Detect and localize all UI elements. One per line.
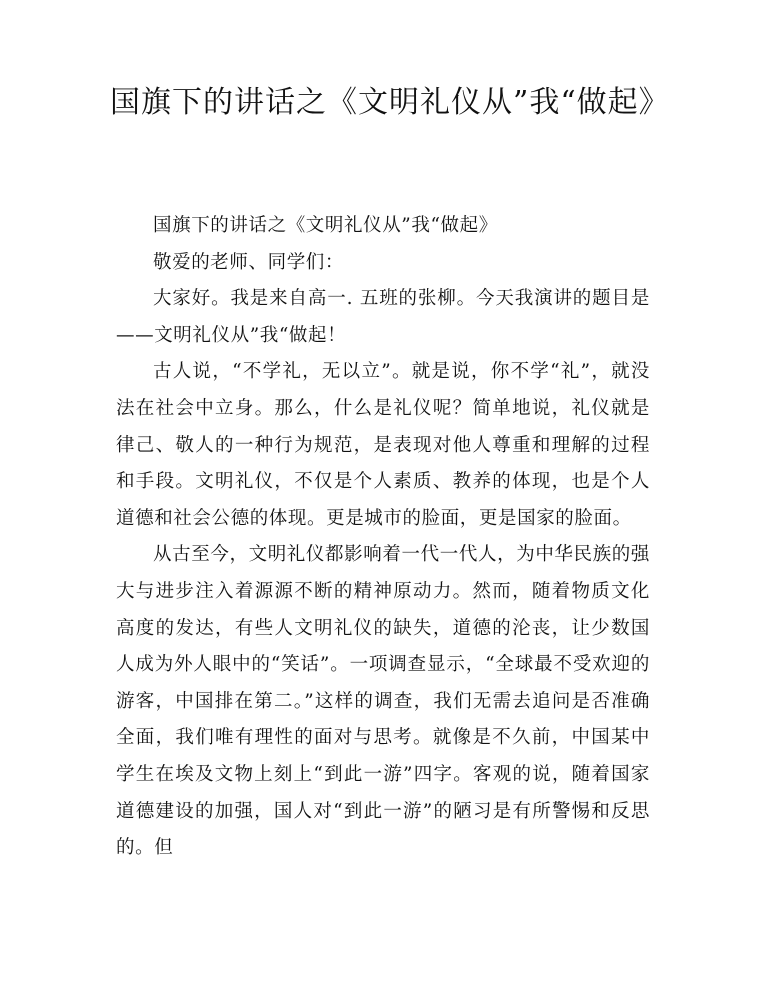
paragraph-etiquette-history: 从古至今，文明礼仪都影响着一代一代人，为中华民族的强大与进步注入着源源不断的精神原动力。然而，随着物质文化高度的发达，有些人文明礼仪的缺失，道德的沦丧，让少数国人成为外人眼中的“笑话”。一项调查显示，“全球最不受欢迎的游客，中国排在第二。”这样的调查，我们无需去追问是否准确全面，我们唯有理性的面对与思考。就像是不久前，中国某中学生在埃及文物上刻上“到此一游”四字。客观的说，随着国家道德建设的加强，国人对“到此一游”的陋习是有所警惕和反思的。但 (116, 544, 650, 859)
paragraph-greeting: 敬爱的老师、同学们： (153, 251, 345, 273)
document-body (116, 208, 650, 867)
document-title: 国旗下的讲话之《文明礼仪从”我“做起》 (110, 85, 670, 120)
paragraph-heading: 国旗下的讲话之《文明礼仪从”我“做起》 (153, 215, 498, 236)
paragraph-introduction: 大家好。我是来自高一. 五班的张柳。今天我演讲的题目是——文明礼仪从”我“做起！ (116, 288, 650, 346)
paragraph-etiquette-definition: 古人说，“不学礼，无以立”。就是说，你不学“礼”，就没法在社会中立身。那么，什么是礼仪呢？简单地说，礼仪就是律己、敬人的一种行为规范，是表现对他人尊重和理解的过程和手段。文明礼仪，不仅是个人素质、教养的体现，也是个人道德和社会公德的体现。更是城市的脸面，更是国家的脸面。 (116, 361, 650, 529)
